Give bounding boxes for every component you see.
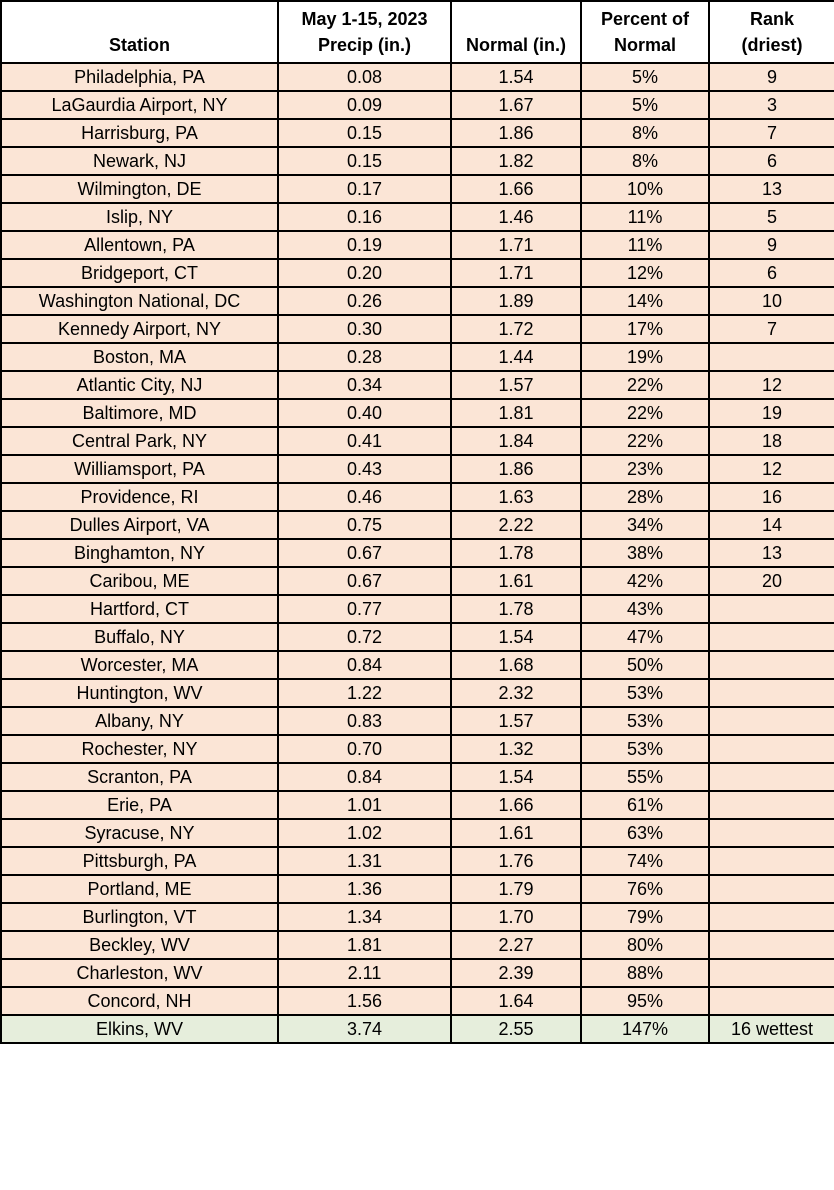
cell-percent: 22% xyxy=(581,427,709,455)
cell-normal: 1.81 xyxy=(451,399,581,427)
cell-station: Wilmington, DE xyxy=(1,175,278,203)
table-row xyxy=(1,903,834,931)
cell-rank: 10 xyxy=(709,287,834,315)
cell-rank: 18 xyxy=(709,427,834,455)
cell-rank xyxy=(709,651,834,679)
cell-normal: 1.54 xyxy=(451,623,581,651)
cell-precip: 0.41 xyxy=(278,427,451,455)
cell-percent: 5% xyxy=(581,91,709,119)
cell-precip: 0.46 xyxy=(278,483,451,511)
cell-precip: 0.15 xyxy=(278,147,451,175)
table-row xyxy=(1,819,834,847)
table-row xyxy=(1,847,834,875)
cell-rank xyxy=(709,735,834,763)
cell-station: Allentown, PA xyxy=(1,231,278,259)
cell-normal: 1.72 xyxy=(451,315,581,343)
cell-precip: 1.02 xyxy=(278,819,451,847)
cell-station: Providence, RI xyxy=(1,483,278,511)
cell-percent: 88% xyxy=(581,959,709,987)
cell-normal: 1.68 xyxy=(451,651,581,679)
cell-rank: 20 xyxy=(709,567,834,595)
cell-station: Erie, PA xyxy=(1,791,278,819)
cell-precip: 0.28 xyxy=(278,343,451,371)
cell-percent: 63% xyxy=(581,819,709,847)
table-row xyxy=(1,623,834,651)
cell-precip: 2.11 xyxy=(278,959,451,987)
cell-percent: 8% xyxy=(581,147,709,175)
cell-percent: 74% xyxy=(581,847,709,875)
cell-percent: 53% xyxy=(581,735,709,763)
table-row xyxy=(1,63,834,91)
cell-normal: 1.82 xyxy=(451,147,581,175)
cell-precip: 1.31 xyxy=(278,847,451,875)
cell-normal: 1.86 xyxy=(451,119,581,147)
cell-station: Syracuse, NY xyxy=(1,819,278,847)
table-row xyxy=(1,231,834,259)
table-row xyxy=(1,567,834,595)
header-line: Normal xyxy=(613,35,676,55)
cell-percent: 11% xyxy=(581,203,709,231)
cell-station: Bridgeport, CT xyxy=(1,259,278,287)
cell-normal: 2.22 xyxy=(451,511,581,539)
cell-percent: 147% xyxy=(581,1015,709,1043)
cell-rank: 3 xyxy=(709,91,834,119)
table-row xyxy=(1,91,834,119)
cell-percent: 80% xyxy=(581,931,709,959)
cell-station: Scranton, PA xyxy=(1,763,278,791)
cell-station: Elkins, WV xyxy=(1,1015,278,1043)
cell-station: Albany, NY xyxy=(1,707,278,735)
cell-precip: 1.81 xyxy=(278,931,451,959)
cell-precip: 0.16 xyxy=(278,203,451,231)
table-row xyxy=(1,147,834,175)
cell-station: Atlantic City, NJ xyxy=(1,371,278,399)
col-header-station xyxy=(1,1,278,63)
cell-station: Rochester, NY xyxy=(1,735,278,763)
cell-normal: 1.64 xyxy=(451,987,581,1015)
table-row xyxy=(1,427,834,455)
cell-percent: 55% xyxy=(581,763,709,791)
cell-percent: 10% xyxy=(581,175,709,203)
cell-percent: 17% xyxy=(581,315,709,343)
cell-percent: 22% xyxy=(581,399,709,427)
cell-rank: 12 xyxy=(709,371,834,399)
cell-rank: 9 xyxy=(709,231,834,259)
cell-percent: 14% xyxy=(581,287,709,315)
table-row xyxy=(1,371,834,399)
cell-normal: 1.79 xyxy=(451,875,581,903)
cell-rank: 19 xyxy=(709,399,834,427)
cell-station: Baltimore, MD xyxy=(1,399,278,427)
cell-normal: 1.61 xyxy=(451,819,581,847)
cell-normal: 1.57 xyxy=(451,371,581,399)
cell-station: LaGaurdia Airport, NY xyxy=(1,91,278,119)
table-row xyxy=(1,707,834,735)
cell-station: Buffalo, NY xyxy=(1,623,278,651)
cell-rank: 13 xyxy=(709,175,834,203)
cell-rank: 5 xyxy=(709,203,834,231)
cell-rank xyxy=(709,903,834,931)
table-row xyxy=(1,595,834,623)
cell-precip: 0.19 xyxy=(278,231,451,259)
header-line: Normal (in.) xyxy=(465,35,566,55)
cell-station: Boston, MA xyxy=(1,343,278,371)
cell-percent: 50% xyxy=(581,651,709,679)
cell-percent: 95% xyxy=(581,987,709,1015)
cell-percent: 11% xyxy=(581,231,709,259)
cell-percent: 23% xyxy=(581,455,709,483)
cell-rank xyxy=(709,623,834,651)
table-row xyxy=(1,287,834,315)
cell-normal: 2.32 xyxy=(451,679,581,707)
cell-normal: 2.39 xyxy=(451,959,581,987)
cell-percent: 5% xyxy=(581,63,709,91)
cell-normal: 1.57 xyxy=(451,707,581,735)
cell-station: Central Park, NY xyxy=(1,427,278,455)
table-row xyxy=(1,875,834,903)
cell-precip: 0.08 xyxy=(278,63,451,91)
cell-precip: 0.84 xyxy=(278,763,451,791)
cell-station: Beckley, WV xyxy=(1,931,278,959)
cell-station: Binghamton, NY xyxy=(1,539,278,567)
cell-rank: 16 xyxy=(709,483,834,511)
table-row xyxy=(1,651,834,679)
cell-normal: 1.44 xyxy=(451,343,581,371)
cell-station: Harrisburg, PA xyxy=(1,119,278,147)
cell-precip: 0.20 xyxy=(278,259,451,287)
cell-rank xyxy=(709,763,834,791)
cell-station: Caribou, ME xyxy=(1,567,278,595)
cell-normal: 1.78 xyxy=(451,539,581,567)
table-row xyxy=(1,315,834,343)
cell-rank xyxy=(709,847,834,875)
table-row xyxy=(1,175,834,203)
cell-precip: 0.43 xyxy=(278,455,451,483)
table-row xyxy=(1,399,834,427)
cell-rank xyxy=(709,679,834,707)
table-body xyxy=(1,63,834,1043)
header-row xyxy=(1,1,834,63)
cell-precip: 0.40 xyxy=(278,399,451,427)
table-row xyxy=(1,679,834,707)
cell-precip: 1.36 xyxy=(278,875,451,903)
cell-rank xyxy=(709,959,834,987)
cell-normal: 1.54 xyxy=(451,63,581,91)
cell-percent: 12% xyxy=(581,259,709,287)
cell-precip: 0.15 xyxy=(278,119,451,147)
cell-precip: 0.09 xyxy=(278,91,451,119)
table-row xyxy=(1,735,834,763)
cell-normal: 1.66 xyxy=(451,791,581,819)
cell-precip: 0.70 xyxy=(278,735,451,763)
cell-rank xyxy=(709,707,834,735)
col-header-precip xyxy=(278,1,451,63)
cell-station: Islip, NY xyxy=(1,203,278,231)
cell-percent: 43% xyxy=(581,595,709,623)
cell-precip: 0.75 xyxy=(278,511,451,539)
cell-rank: 12 xyxy=(709,455,834,483)
cell-station: Concord, NH xyxy=(1,987,278,1015)
cell-station: Portland, ME xyxy=(1,875,278,903)
cell-percent: 28% xyxy=(581,483,709,511)
table-row xyxy=(1,455,834,483)
cell-rank: 16 wettest xyxy=(709,1015,834,1043)
col-header-normal xyxy=(451,1,581,63)
cell-percent: 34% xyxy=(581,511,709,539)
cell-rank xyxy=(709,987,834,1015)
cell-percent: 8% xyxy=(581,119,709,147)
cell-station: Hartford, CT xyxy=(1,595,278,623)
cell-rank: 6 xyxy=(709,147,834,175)
cell-rank xyxy=(709,595,834,623)
cell-station: Williamsport, PA xyxy=(1,455,278,483)
cell-station: Charleston, WV xyxy=(1,959,278,987)
cell-station: Newark, NJ xyxy=(1,147,278,175)
cell-rank xyxy=(709,791,834,819)
header-line: Percent of xyxy=(600,9,690,29)
cell-normal: 1.61 xyxy=(451,567,581,595)
cell-precip: 1.22 xyxy=(278,679,451,707)
cell-percent: 42% xyxy=(581,567,709,595)
table-row xyxy=(1,511,834,539)
cell-percent: 53% xyxy=(581,679,709,707)
table-row xyxy=(1,931,834,959)
cell-percent: 22% xyxy=(581,371,709,399)
cell-normal: 2.55 xyxy=(451,1015,581,1043)
cell-station: Kennedy Airport, NY xyxy=(1,315,278,343)
cell-normal: 1.89 xyxy=(451,287,581,315)
header-line: Station xyxy=(109,35,170,55)
cell-normal: 1.32 xyxy=(451,735,581,763)
cell-precip: 0.67 xyxy=(278,567,451,595)
cell-rank: 6 xyxy=(709,259,834,287)
cell-station: Washington National, DC xyxy=(1,287,278,315)
cell-rank: 9 xyxy=(709,63,834,91)
cell-normal: 1.76 xyxy=(451,847,581,875)
cell-normal: 1.66 xyxy=(451,175,581,203)
cell-station: Dulles Airport, VA xyxy=(1,511,278,539)
cell-percent: 76% xyxy=(581,875,709,903)
cell-normal: 1.70 xyxy=(451,903,581,931)
table-row xyxy=(1,987,834,1015)
cell-precip: 1.01 xyxy=(278,791,451,819)
cell-normal: 1.54 xyxy=(451,763,581,791)
table-row xyxy=(1,1015,834,1043)
table-row xyxy=(1,343,834,371)
cell-precip: 0.67 xyxy=(278,539,451,567)
cell-precip: 0.26 xyxy=(278,287,451,315)
table-row xyxy=(1,119,834,147)
cell-station: Burlington, VT xyxy=(1,903,278,931)
cell-percent: 19% xyxy=(581,343,709,371)
cell-station: Philadelphia, PA xyxy=(1,63,278,91)
table-row xyxy=(1,791,834,819)
cell-station: Huntington, WV xyxy=(1,679,278,707)
cell-precip: 0.34 xyxy=(278,371,451,399)
table-row xyxy=(1,539,834,567)
cell-precip: 0.30 xyxy=(278,315,451,343)
cell-precip: 0.72 xyxy=(278,623,451,651)
cell-rank: 14 xyxy=(709,511,834,539)
cell-normal: 1.71 xyxy=(451,259,581,287)
cell-station: Pittsburgh, PA xyxy=(1,847,278,875)
cell-rank: 7 xyxy=(709,119,834,147)
cell-percent: 53% xyxy=(581,707,709,735)
cell-rank xyxy=(709,875,834,903)
cell-normal: 1.63 xyxy=(451,483,581,511)
cell-station: Worcester, MA xyxy=(1,651,278,679)
header-line: May 1-15, 2023 xyxy=(301,9,428,29)
table-row xyxy=(1,259,834,287)
cell-precip: 0.84 xyxy=(278,651,451,679)
cell-rank: 13 xyxy=(709,539,834,567)
cell-precip: 0.77 xyxy=(278,595,451,623)
header-line: Rank xyxy=(749,9,794,29)
cell-normal: 1.46 xyxy=(451,203,581,231)
col-header-rank xyxy=(709,1,834,63)
cell-precip: 0.83 xyxy=(278,707,451,735)
cell-percent: 47% xyxy=(581,623,709,651)
cell-rank xyxy=(709,343,834,371)
cell-percent: 61% xyxy=(581,791,709,819)
cell-precip: 0.17 xyxy=(278,175,451,203)
col-header-percent xyxy=(581,1,709,63)
cell-precip: 1.56 xyxy=(278,987,451,1015)
cell-percent: 38% xyxy=(581,539,709,567)
cell-normal: 1.67 xyxy=(451,91,581,119)
table-row xyxy=(1,959,834,987)
cell-normal: 1.84 xyxy=(451,427,581,455)
cell-normal: 1.78 xyxy=(451,595,581,623)
cell-precip: 1.34 xyxy=(278,903,451,931)
cell-rank: 7 xyxy=(709,315,834,343)
cell-normal: 1.71 xyxy=(451,231,581,259)
cell-rank xyxy=(709,931,834,959)
cell-normal: 2.27 xyxy=(451,931,581,959)
cell-normal: 1.86 xyxy=(451,455,581,483)
table-row xyxy=(1,483,834,511)
cell-precip: 3.74 xyxy=(278,1015,451,1043)
cell-percent: 79% xyxy=(581,903,709,931)
table-row xyxy=(1,203,834,231)
header-line: Precip (in.) xyxy=(317,35,411,55)
header-line: (driest) xyxy=(741,35,803,55)
table-row xyxy=(1,763,834,791)
cell-rank xyxy=(709,819,834,847)
